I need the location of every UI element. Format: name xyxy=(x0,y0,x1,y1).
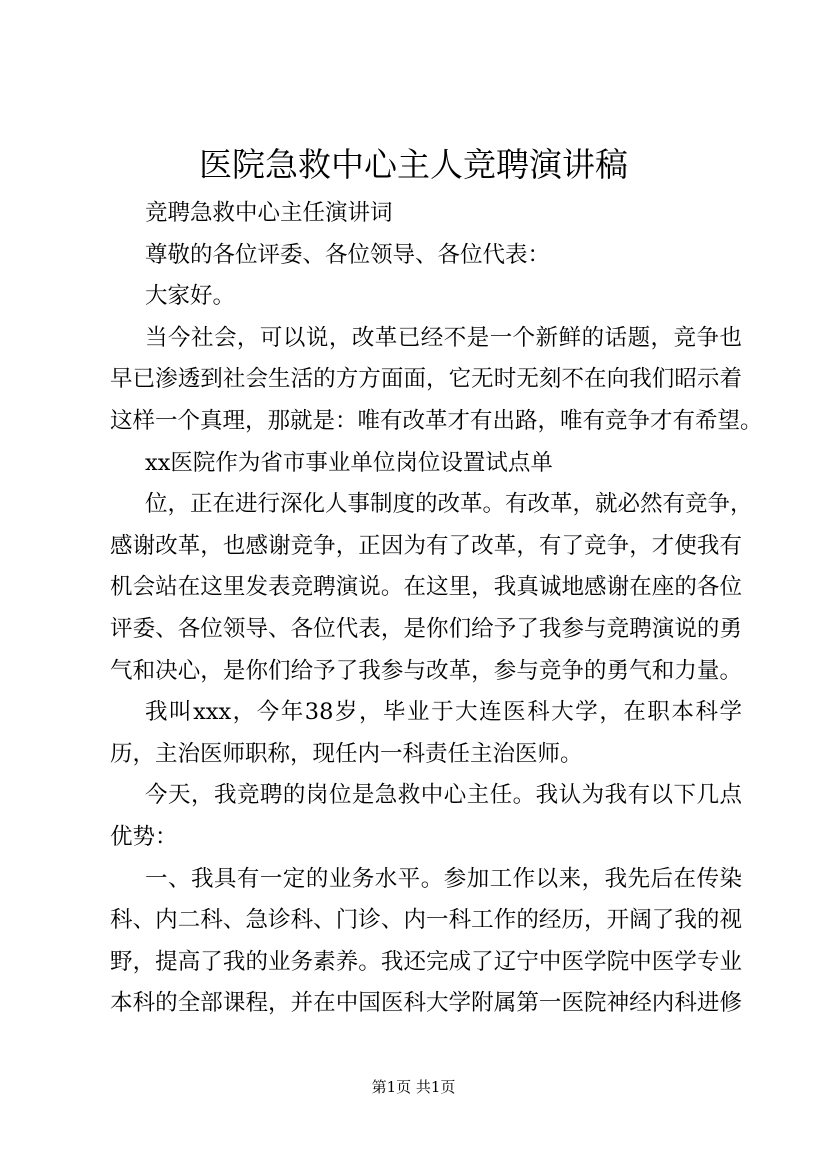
text-line: 早已渗透到社会生活的方方面面，它无时无刻不在向我们昭示着 xyxy=(110,366,742,393)
text-line: 当今社会，可以说，改革已经不是一个新鲜的话题，竞争也 xyxy=(145,324,742,351)
text-line: 竞聘急救中心主任演讲词 xyxy=(145,200,393,226)
text-line: 气和决心，是你们给予了我参与改革，参与竞争的勇气和力量。 xyxy=(110,657,742,684)
document-title: 医院急救中心主人竞聘演讲稿 xyxy=(199,145,628,184)
text-line: 尊敬的各位评委、各位领导、各位代表： xyxy=(145,241,551,268)
text-line: 位，正在进行深化人事制度的改革。有改革，就必然有竞争， xyxy=(145,491,753,518)
text-line: 这样一个真理，那就是：唯有改革才有出路，唯有竞争才有希望。 xyxy=(110,408,763,434)
text-line: 本科的全部课程，并在中国医科大学附属第一医院神经内科进修 xyxy=(110,990,742,1017)
text-line: 优势： xyxy=(110,824,178,850)
text-line: 科、内二科、急诊科、门诊、内一科工作的经历，开阔了我的视 xyxy=(110,907,742,934)
text-line: 今天，我竞聘的岗位是急救中心主任。我认为我有以下几点 xyxy=(145,782,742,809)
text-line: 一、我具有一定的业务水平。参加工作以来，我先后在传染 xyxy=(145,865,742,892)
text-line: 历，主治医师职称，现任内一科责任主治医师。 xyxy=(110,740,583,767)
text-line: 大家好。 xyxy=(145,283,236,310)
text-line: xx医院作为省市事业单位岗位设置试点单 xyxy=(145,449,553,476)
page-footer: 第1页 共1页 xyxy=(371,1078,456,1096)
text-line: 我叫xxx，今年38岁，毕业于大连医科大学，在职本科学 xyxy=(145,699,742,726)
text-line: 机会站在这里发表竞聘演说。在这里，我真诚地感谢在座的各位 xyxy=(110,574,742,601)
text-line: 感谢改革，也感谢竞争，正因为有了改革，有了竞争，才使我有 xyxy=(110,532,742,559)
text-line: 野，提高了我的业务素养。我还完成了辽宁中医学院中医学专业 xyxy=(110,948,742,975)
text-line: 评委、各位领导、各位代表，是你们给予了我参与竞聘演说的勇 xyxy=(110,616,742,642)
